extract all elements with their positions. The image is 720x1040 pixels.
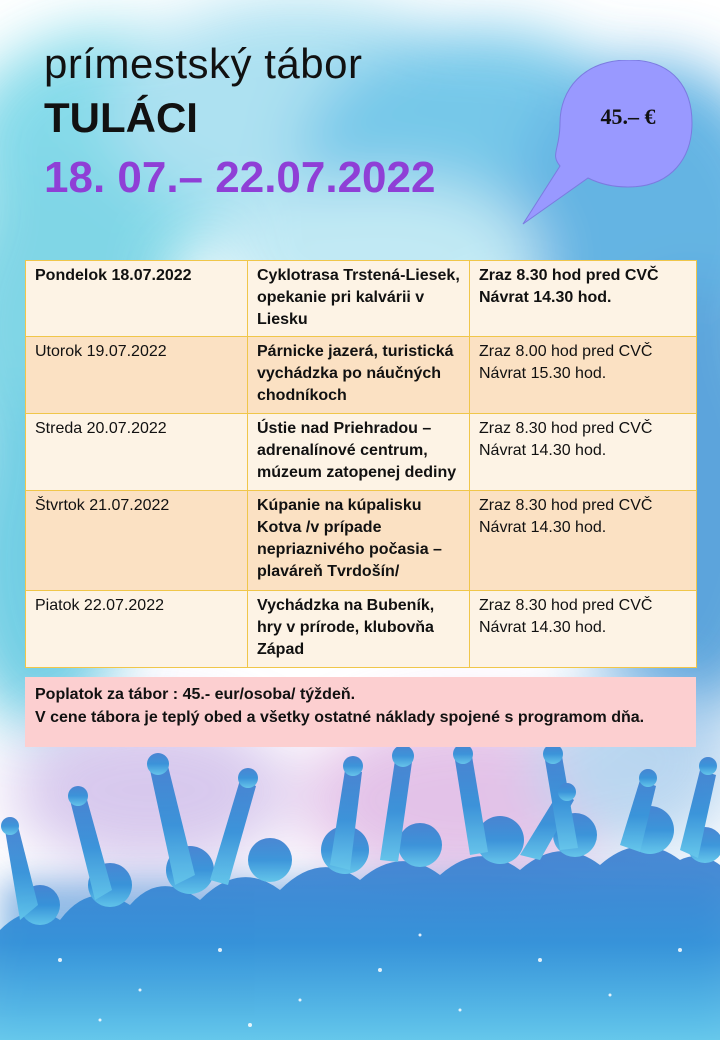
return-time: Návrat 14.30 hod.	[479, 442, 607, 459]
fee-info-box	[25, 677, 696, 747]
activity-cell: Párnicke jazerá, turistická vychádzka po náučných chodníkoch	[248, 337, 470, 414]
activity-cell: Cyklotrasa Trstená-Liesek, opekanie pri kalvárii v Liesku	[248, 261, 470, 337]
day-cell: Štvrtok 21.07.2022	[26, 491, 248, 591]
return-time: Návrat 14.30 hod.	[479, 289, 612, 306]
camp-title: TULÁCI	[44, 94, 198, 141]
header	[44, 40, 435, 206]
table-row	[26, 491, 697, 591]
fee-includes-line: V cene tábora je teplý obed a všetky ostatné náklady spojené s programom dňa.	[35, 709, 645, 726]
time-cell	[470, 337, 697, 414]
table-row	[26, 261, 697, 337]
meeting-time: Zraz 8.30 hod pred CVČ	[479, 497, 653, 514]
activity-cell: Vychádzka na Bubeník, hry v prírode, klubovňa Západ	[248, 591, 470, 668]
return-time: Návrat 14.30 hod.	[479, 519, 607, 536]
meeting-time: Zraz 8.30 hod pred CVČ	[479, 420, 653, 437]
camp-dates: 18. 07.– 22.07.2022	[44, 153, 436, 202]
table-row	[26, 337, 697, 414]
fee-line: Poplatok za tábor : 45.- eur/osoba/ týždeň.	[35, 686, 356, 703]
return-time: Návrat 15.30 hod.	[479, 365, 607, 382]
camp-subtitle: prímestský tábor	[44, 40, 363, 87]
time-cell	[470, 414, 697, 491]
meeting-time: Zraz 8.30 hod pred CVČ	[479, 597, 653, 614]
day-cell: Piatok 22.07.2022	[26, 591, 248, 668]
time-cell	[470, 591, 697, 668]
meeting-time: Zraz 8.00 hod pred CVČ	[479, 343, 653, 360]
table-row	[26, 414, 697, 491]
day-cell: Streda 20.07.2022	[26, 414, 248, 491]
return-time: Návrat 14.30 hod.	[479, 619, 607, 636]
meeting-time: Zraz 8.30 hod pred CVČ	[479, 267, 659, 284]
activity-cell: Ústie nad Priehradou – adrenalínové centrum, múzeum zatopenej dediny	[248, 414, 470, 491]
schedule-table	[25, 260, 697, 668]
time-cell	[470, 261, 697, 337]
day-cell: Pondelok 18.07.2022	[26, 261, 248, 337]
day-cell: Utorok 19.07.2022	[26, 337, 248, 414]
activity-cell: Kúpanie na kúpalisku Kotva /v prípade nepriaznivého počasia – plaváreň Tvrdošín/	[248, 491, 470, 591]
price-label: 45.– €	[600, 104, 656, 129]
table-row	[26, 591, 697, 668]
time-cell	[470, 491, 697, 591]
price-speech-bubble	[520, 60, 710, 230]
